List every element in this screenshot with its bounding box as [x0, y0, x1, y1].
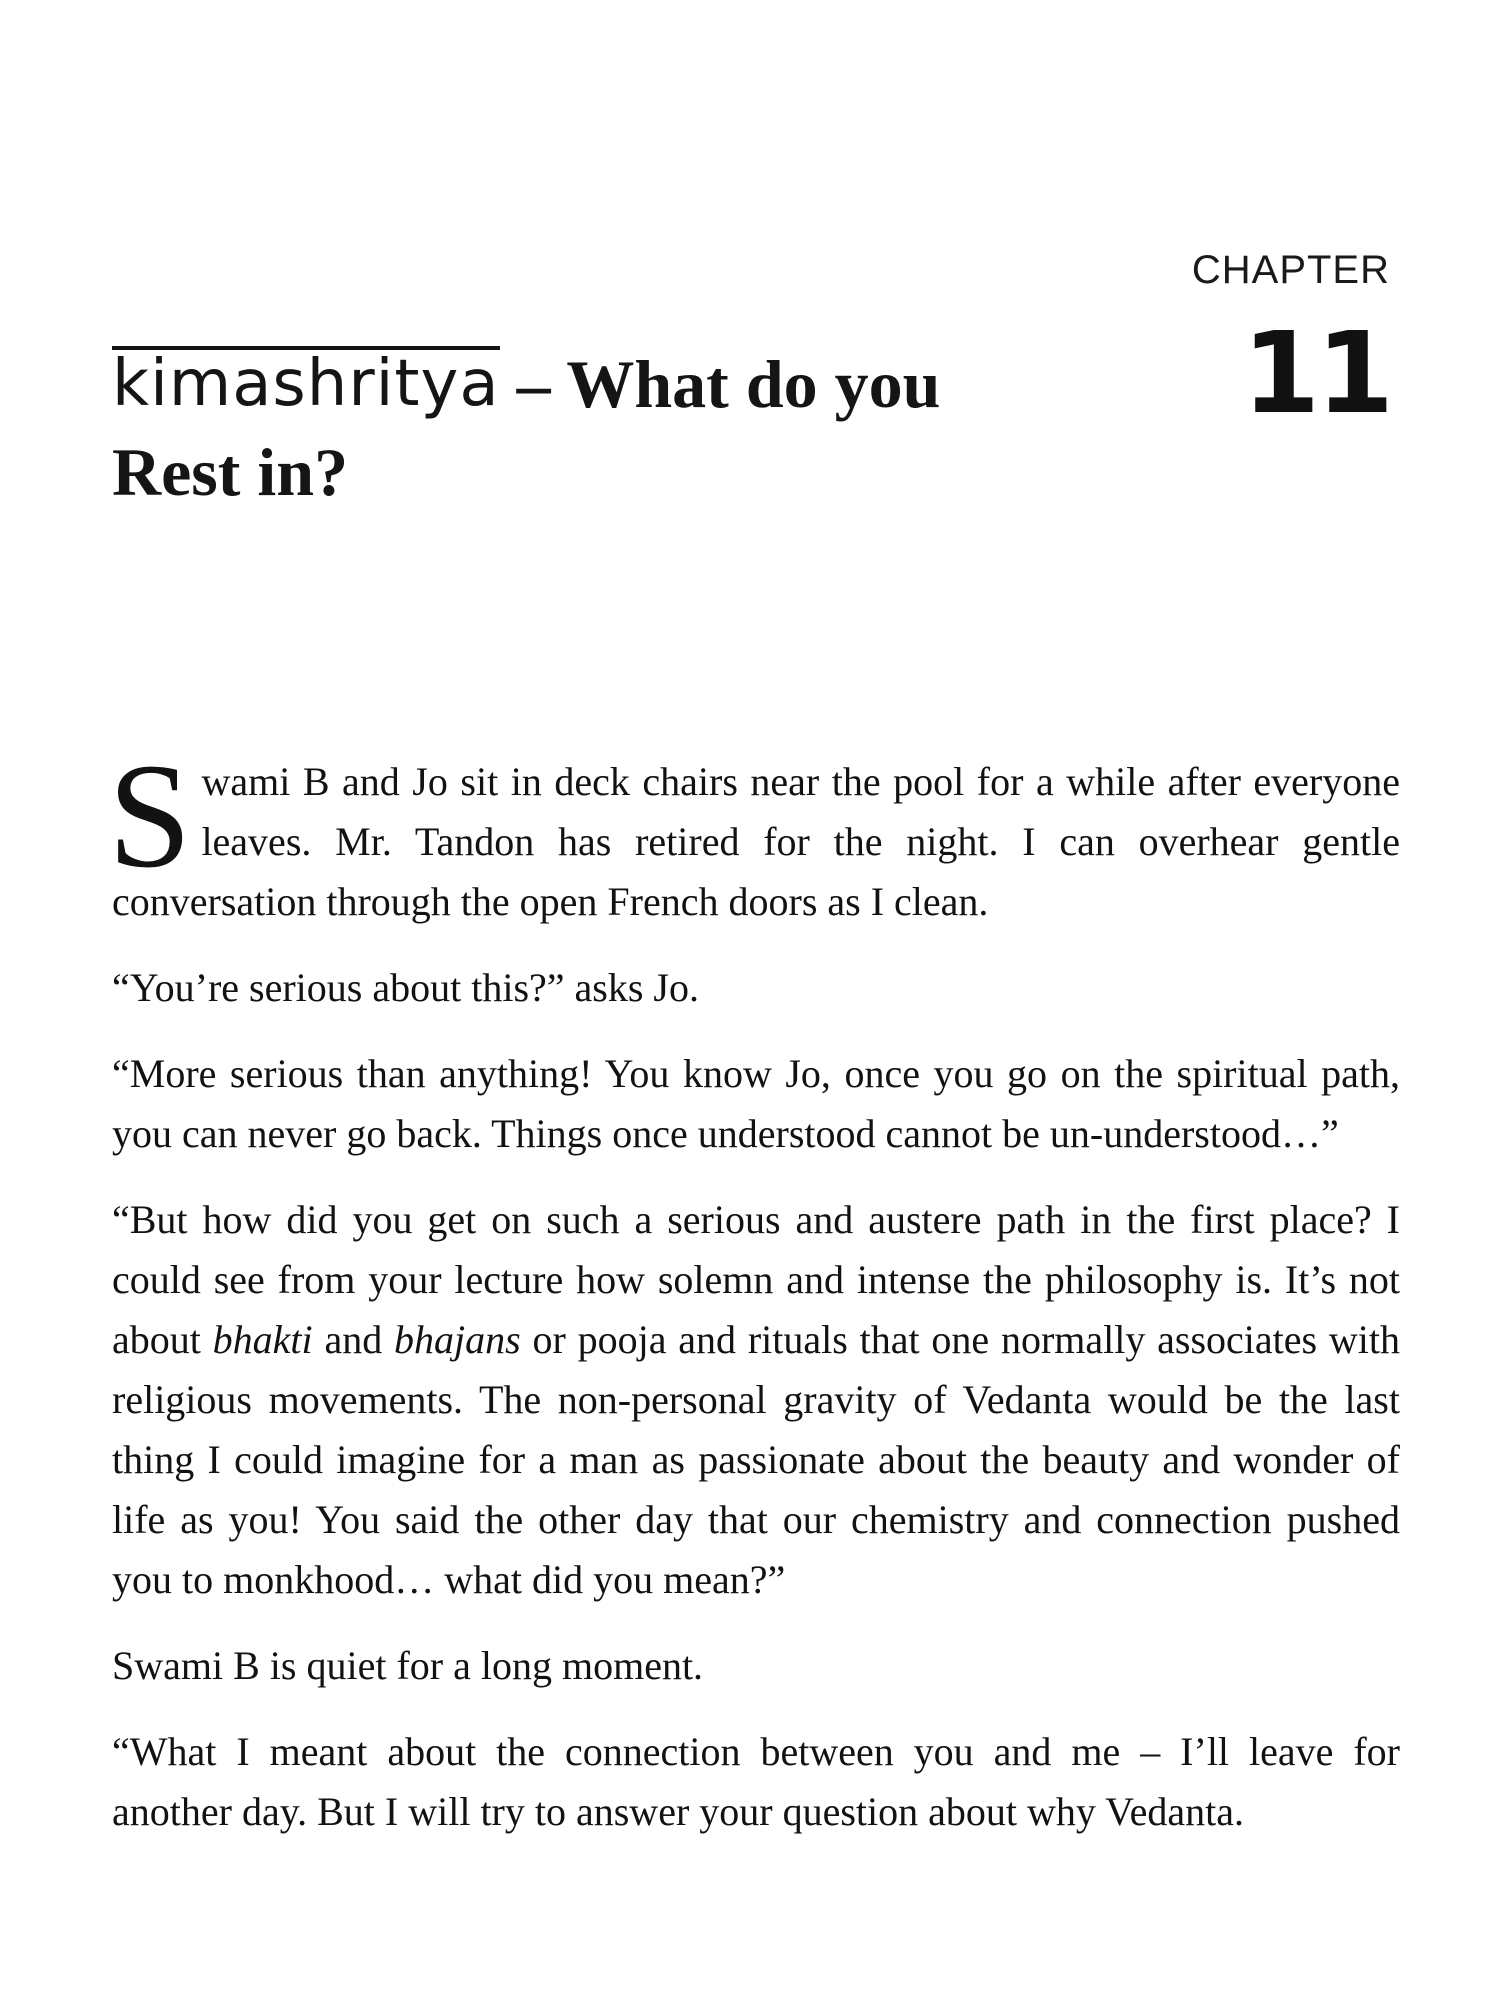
- body-text: [108, 733, 1400, 1868]
- chapter-title-sanskrit: kimashritya: [112, 347, 500, 421]
- paragraph-4-part2: and: [312, 1317, 395, 1362]
- paragraph-2: “You’re serious about this?” asks Jo.: [112, 965, 699, 1010]
- chapter-title: [112, 340, 1112, 516]
- chapter-label: CHAPTER: [1191, 248, 1390, 292]
- paragraph-4-italic-bhakti: bhakti: [212, 1317, 313, 1362]
- paragraph-3: “More serious than anything! You know Jo, once you go on the spiritual path, you can never go back. Things once understood cannot be un-understood…”: [112, 1051, 1400, 1156]
- paragraph-1-text: wami B and Jo sit in deck chairs near the pool for a while after everyone leaves. Mr. Tandon has retired for the night. I can overhear gentle conversation through the open French doors as I clean.: [112, 759, 1400, 924]
- chapter-title-line2: Rest in?: [112, 434, 349, 510]
- paragraph-4-italic-bhajans: bhajans: [394, 1317, 521, 1362]
- paragraph-4: [112, 1190, 1400, 1610]
- paragraph-4-part3: or pooja and rituals that one normally associates with religious movements. The non-personal gravity of Vedanta would be the last thing I could imagine for a man as passionate about the beauty and wonder of life as you! You said the other day that our chemistry and connection pushed you to monkhood… what did you mean?”: [112, 1317, 1400, 1602]
- paragraph-4-part1: “But how did you get on such a serious and austere path in the first place? I could see from your lecture how solemn and intense the philosophy is. It’s not about: [112, 1197, 1400, 1362]
- chapter-number: 11: [1242, 309, 1390, 439]
- chapter-title-line1: – What do you: [499, 346, 941, 422]
- drop-cap: S: [108, 733, 192, 899]
- paragraph-6: “What I meant about the connection between you and me – I’ll leave for another day. But I will try to answer your question about why Vedanta.: [112, 1729, 1400, 1834]
- paragraph-1: [108, 733, 1400, 932]
- paragraph-5: Swami B is quiet for a long moment.: [112, 1643, 704, 1688]
